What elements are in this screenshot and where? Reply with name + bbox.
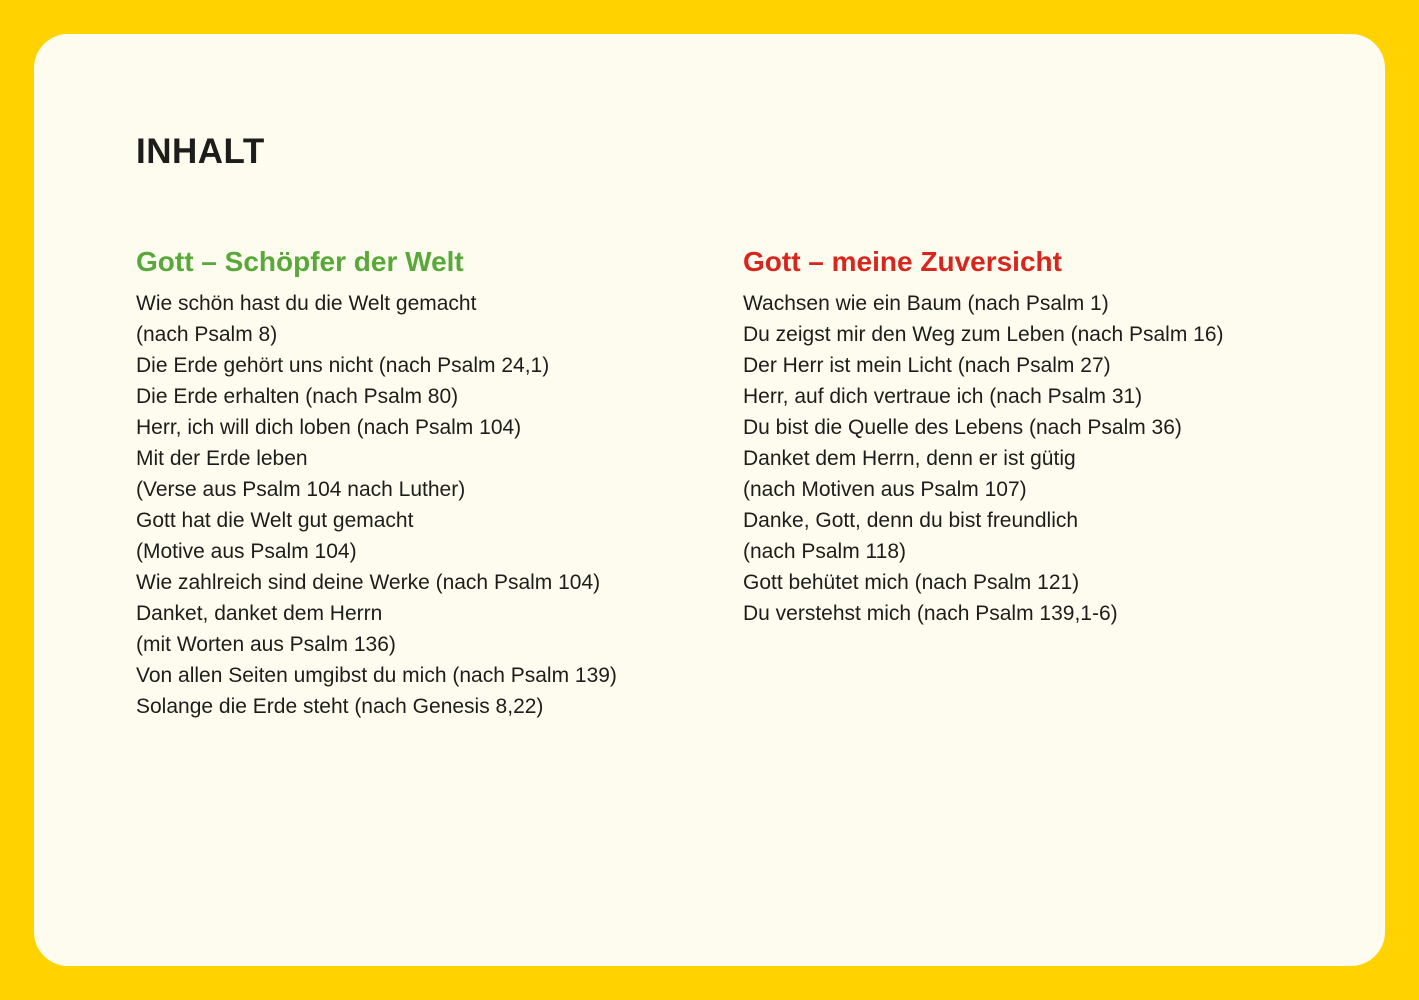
section-list bbox=[136, 288, 696, 722]
list-item: Die Erde gehört uns nicht (nach Psalm 24,1) bbox=[136, 354, 550, 377]
list-item: (Verse aus Psalm 104 nach Luther) bbox=[136, 478, 466, 501]
page-title: INHALT bbox=[136, 132, 265, 171]
list-item: Wachsen wie ein Baum (nach Psalm 1) bbox=[743, 292, 1109, 315]
list-item: Du verstehst mich (nach Psalm 139,1-6) bbox=[743, 602, 1118, 625]
list-item: Mit der Erde leben bbox=[136, 447, 308, 470]
list-item: Der Herr ist mein Licht (nach Psalm 27) bbox=[743, 354, 1111, 377]
list-item: Solange die Erde steht (nach Genesis 8,22) bbox=[136, 695, 544, 718]
list-item: Wie zahlreich sind deine Werke (nach Psalm 104) bbox=[136, 571, 601, 594]
list-item: Von allen Seiten umgibst du mich (nach Psalm 139) bbox=[136, 664, 617, 687]
list-item: Wie schön hast du die Welt gemacht bbox=[136, 292, 477, 315]
list-item: Danket dem Herrn, denn er ist gütig bbox=[743, 447, 1076, 470]
page-card bbox=[34, 34, 1385, 966]
list-item: Herr, ich will dich loben (nach Psalm 104) bbox=[136, 416, 522, 439]
list-item: Die Erde erhalten (nach Psalm 80) bbox=[136, 385, 459, 408]
section-schoepfer bbox=[136, 244, 696, 722]
list-item: Gott hat die Welt gut gemacht bbox=[136, 509, 414, 532]
list-item: (nach Psalm 118) bbox=[743, 540, 907, 563]
list-item: Danke, Gott, denn du bist freundlich bbox=[743, 509, 1079, 532]
section-list bbox=[743, 288, 1343, 629]
list-item: Gott behütet mich (nach Psalm 121) bbox=[743, 571, 1080, 594]
section-heading: Gott – meine Zuversicht bbox=[743, 246, 1062, 277]
list-item: (nach Motiven aus Psalm 107) bbox=[743, 478, 1027, 501]
list-item: (Motive aus Psalm 104) bbox=[136, 540, 357, 563]
list-item: Du zeigst mir den Weg zum Leben (nach Psalm 16) bbox=[743, 323, 1224, 346]
list-item: (mit Worten aus Psalm 136) bbox=[136, 633, 396, 656]
list-item: Herr, auf dich vertraue ich (nach Psalm 31) bbox=[743, 385, 1143, 408]
section-zuversicht bbox=[743, 244, 1343, 629]
list-item: Danket, danket dem Herrn bbox=[136, 602, 383, 625]
list-item: (nach Psalm 8) bbox=[136, 323, 278, 346]
list-item: Du bist die Quelle des Lebens (nach Psalm 36) bbox=[743, 416, 1182, 439]
section-heading: Gott – Schöpfer der Welt bbox=[136, 246, 464, 277]
